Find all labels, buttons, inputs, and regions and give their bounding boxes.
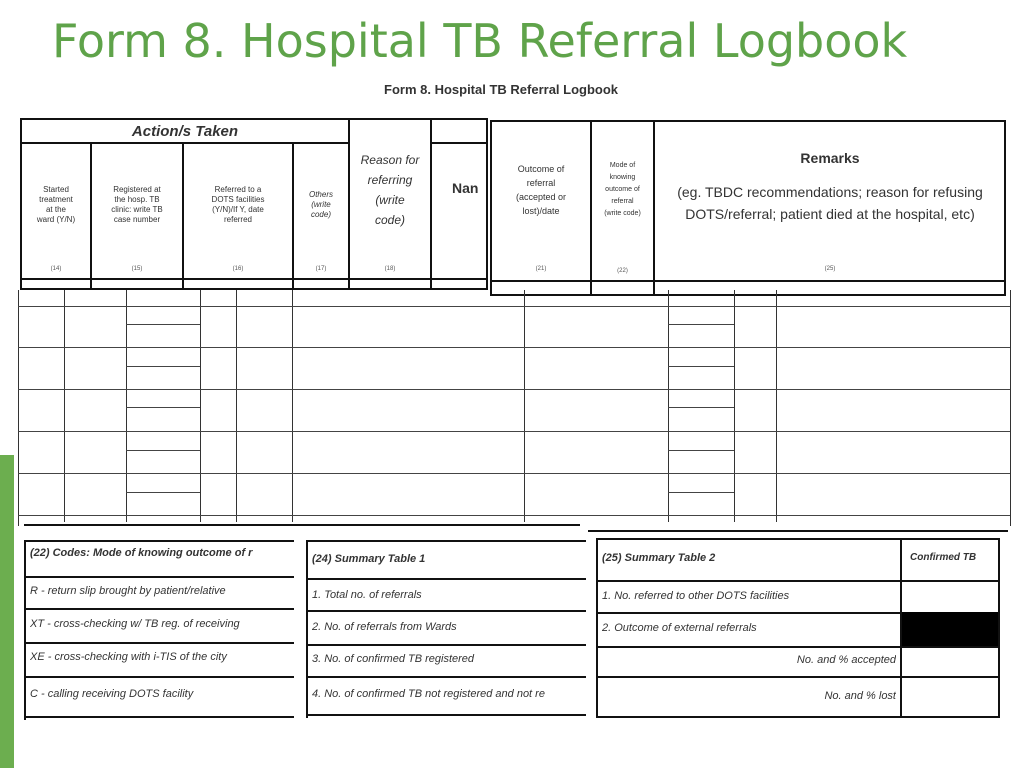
col-reason-referring: Reason for referring (write code)	[360, 153, 420, 227]
codes-table-title: (22) Codes: Mode of knowing outcome of r	[30, 547, 253, 559]
summary2-title: (25) Summary Table 2	[602, 552, 716, 564]
col-num-21: (21)	[535, 266, 547, 272]
codes-row-r: R - return slip brought by patient/relative	[30, 585, 226, 597]
form-title: Form 8. Hospital TB Referral Logbook	[384, 82, 619, 97]
col-referred-dots: Referred to a DOTS facilities (Y/N)/If Y, date referred	[211, 185, 265, 224]
summary2-shaded-cell	[902, 612, 998, 646]
summary2-row-outcome: 2. Outcome of external referrals	[602, 622, 757, 634]
col-started-treatment: Started treatment at the ward (Y/N)	[36, 185, 76, 224]
summary2-row-lost: No. and % lost	[824, 690, 896, 702]
summary2-col-confirmed-tb: Confirmed TB	[910, 552, 977, 563]
col-registered-hosp: Registered at the hosp. TB clinic: write TB case number	[111, 185, 163, 224]
col-num-15: (15)	[131, 266, 143, 272]
col-remarks: Remarks	[800, 149, 860, 166]
summary2-row-referred: 1. No. referred to other DOTS facilities	[602, 590, 790, 602]
col-num-18: (18)	[384, 266, 396, 272]
summary1-row-not-registered: 4. No. of confirmed TB not registered and not re	[312, 688, 545, 700]
col-remarks-detail: (eg. TBDC recommendations; reason for refusing DOTS/referral; patient died at the hospital, etc)	[677, 184, 983, 222]
slide-title: Form 8. Hospital TB Referral Logbook	[52, 14, 908, 68]
col-others: Others (write code)	[308, 190, 333, 219]
codes-row-c: C - calling receiving DOTS facility	[30, 688, 194, 700]
col-num-17: (17)	[315, 266, 327, 272]
summary2-row-accepted: No. and % accepted	[796, 654, 896, 666]
codes-row-xe: XE - cross-checking with i-TIS of the city	[30, 651, 227, 663]
col-num-16: (16)	[232, 266, 244, 272]
col-num-25: (25)	[824, 266, 836, 272]
col-outcome-referral: Outcome of referral (accepted or lost)/date	[515, 164, 567, 216]
summary1-row-wards: 2. No. of referrals from Wards	[312, 621, 457, 633]
action-taken-group-label: Action/s Taken	[131, 122, 239, 140]
codes-row-xt: XT - cross-checking w/ TB reg. of receiving	[30, 618, 240, 630]
col-num-14: (14)	[50, 266, 62, 272]
col-mode-knowing: Mode of knowing outcome of referral (write code)	[604, 162, 641, 217]
summary1-title: (24) Summary Table 1	[312, 553, 426, 565]
col-nan: Nan	[452, 179, 479, 196]
col-num-22: (22)	[617, 268, 628, 274]
summary1-row-total: 1. Total no. of referrals	[312, 589, 422, 601]
summary1-row-registered: 3. No. of confirmed TB registered	[312, 653, 475, 665]
slide-accent-bar	[0, 455, 14, 768]
